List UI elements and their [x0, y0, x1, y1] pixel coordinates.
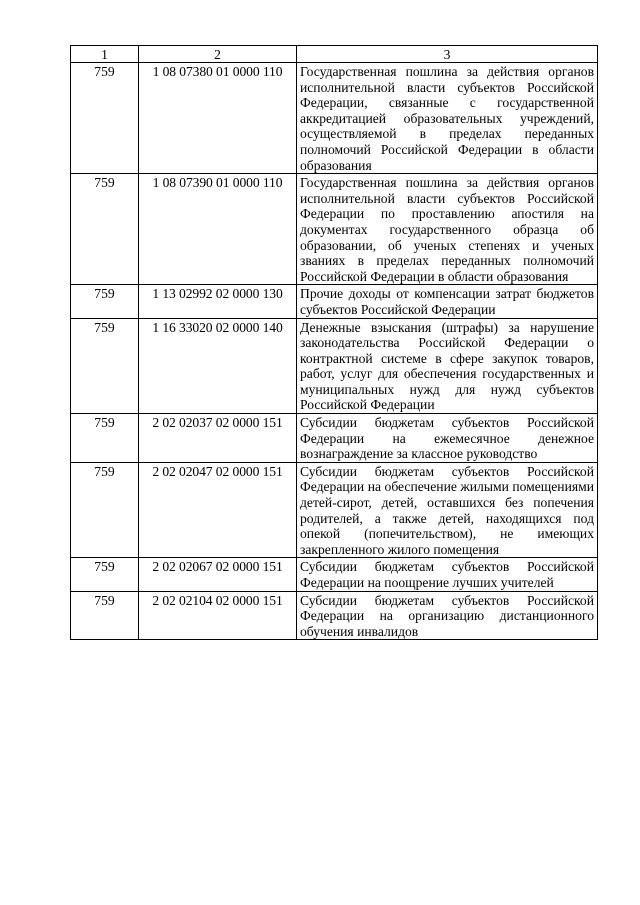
- table-row: [71, 462, 598, 558]
- revenue-name-cell: Субсидии бюджетам субъектов Российской Федерации на обеспечение жилыми помещениями детей-сирот, детей, оставшихся без попечения родителей, а также детей, находящихся под опекой (попечительством), не имеющих закрепленного жилого помещения: [297, 462, 598, 558]
- admin-code-cell: 759: [71, 591, 139, 640]
- admin-code-cell: 759: [71, 462, 139, 558]
- table-header-row: [71, 46, 598, 63]
- table-row: [71, 591, 598, 640]
- admin-code-cell: 759: [71, 285, 139, 318]
- table-row: [71, 174, 598, 285]
- revenue-code-cell: 1 08 07380 01 0000 110: [139, 63, 297, 174]
- column-header-1: 1: [71, 46, 139, 63]
- budget-revenue-table: [70, 45, 598, 640]
- table-row: [71, 318, 598, 414]
- revenue-name-cell: Государственная пошлина за действия органов исполнительной власти субъектов Российской Федерации по проставлению апостиля на документах государственного образца об образовании, об ученых степенях и ученых званиях в пределах переданных полномочий Российской Федерации в области образования: [297, 174, 598, 285]
- admin-code-cell: 759: [71, 63, 139, 174]
- revenue-name-cell: Субсидии бюджетам субъектов Российской Федерации на ежемесячное денежное вознаграждение за классное руководство: [297, 414, 598, 463]
- admin-code-cell: 759: [71, 414, 139, 463]
- revenue-name-cell: Субсидии бюджетам субъектов Российской Федерации на организацию дистанционного обучения инвалидов: [297, 591, 598, 640]
- column-header-3: 3: [297, 46, 598, 63]
- table-row: [71, 558, 598, 591]
- revenue-code-cell: 1 16 33020 02 0000 140: [139, 318, 297, 414]
- revenue-code-cell: 2 02 02037 02 0000 151: [139, 414, 297, 463]
- revenue-name-cell: Субсидии бюджетам субъектов Российской Федерации на поощрение лучших учителей: [297, 558, 598, 591]
- admin-code-cell: 759: [71, 558, 139, 591]
- admin-code-cell: 759: [71, 174, 139, 285]
- column-header-2: 2: [139, 46, 297, 63]
- revenue-code-cell: 2 02 02067 02 0000 151: [139, 558, 297, 591]
- revenue-code-cell: 2 02 02047 02 0000 151: [139, 462, 297, 558]
- admin-code-cell: 759: [71, 318, 139, 414]
- revenue-name-cell: Прочие доходы от компенсации затрат бюджетов субъектов Российской Федерации: [297, 285, 598, 318]
- revenue-code-cell: 1 13 02992 02 0000 130: [139, 285, 297, 318]
- revenue-name-cell: Денежные взыскания (штрафы) за нарушение законодательства Российской Федерации о контрактной системе в сфере закупок товаров, работ, услуг для обеспечения государственных и муниципальных нужд для нужд субъектов Российской Федерации: [297, 318, 598, 414]
- revenue-code-cell: 1 08 07390 01 0000 110: [139, 174, 297, 285]
- table-row: [71, 63, 598, 174]
- table-row: [71, 285, 598, 318]
- revenue-code-cell: 2 02 02104 02 0000 151: [139, 591, 297, 640]
- table-row: [71, 414, 598, 463]
- revenue-name-cell: Государственная пошлина за действия органов исполнительной власти субъектов Российской Федерации, связанные с государственной аккредитацией образовательных учреждений, осуществляемой в пределах переданных полномочий Российской Федерации в области образования: [297, 63, 598, 174]
